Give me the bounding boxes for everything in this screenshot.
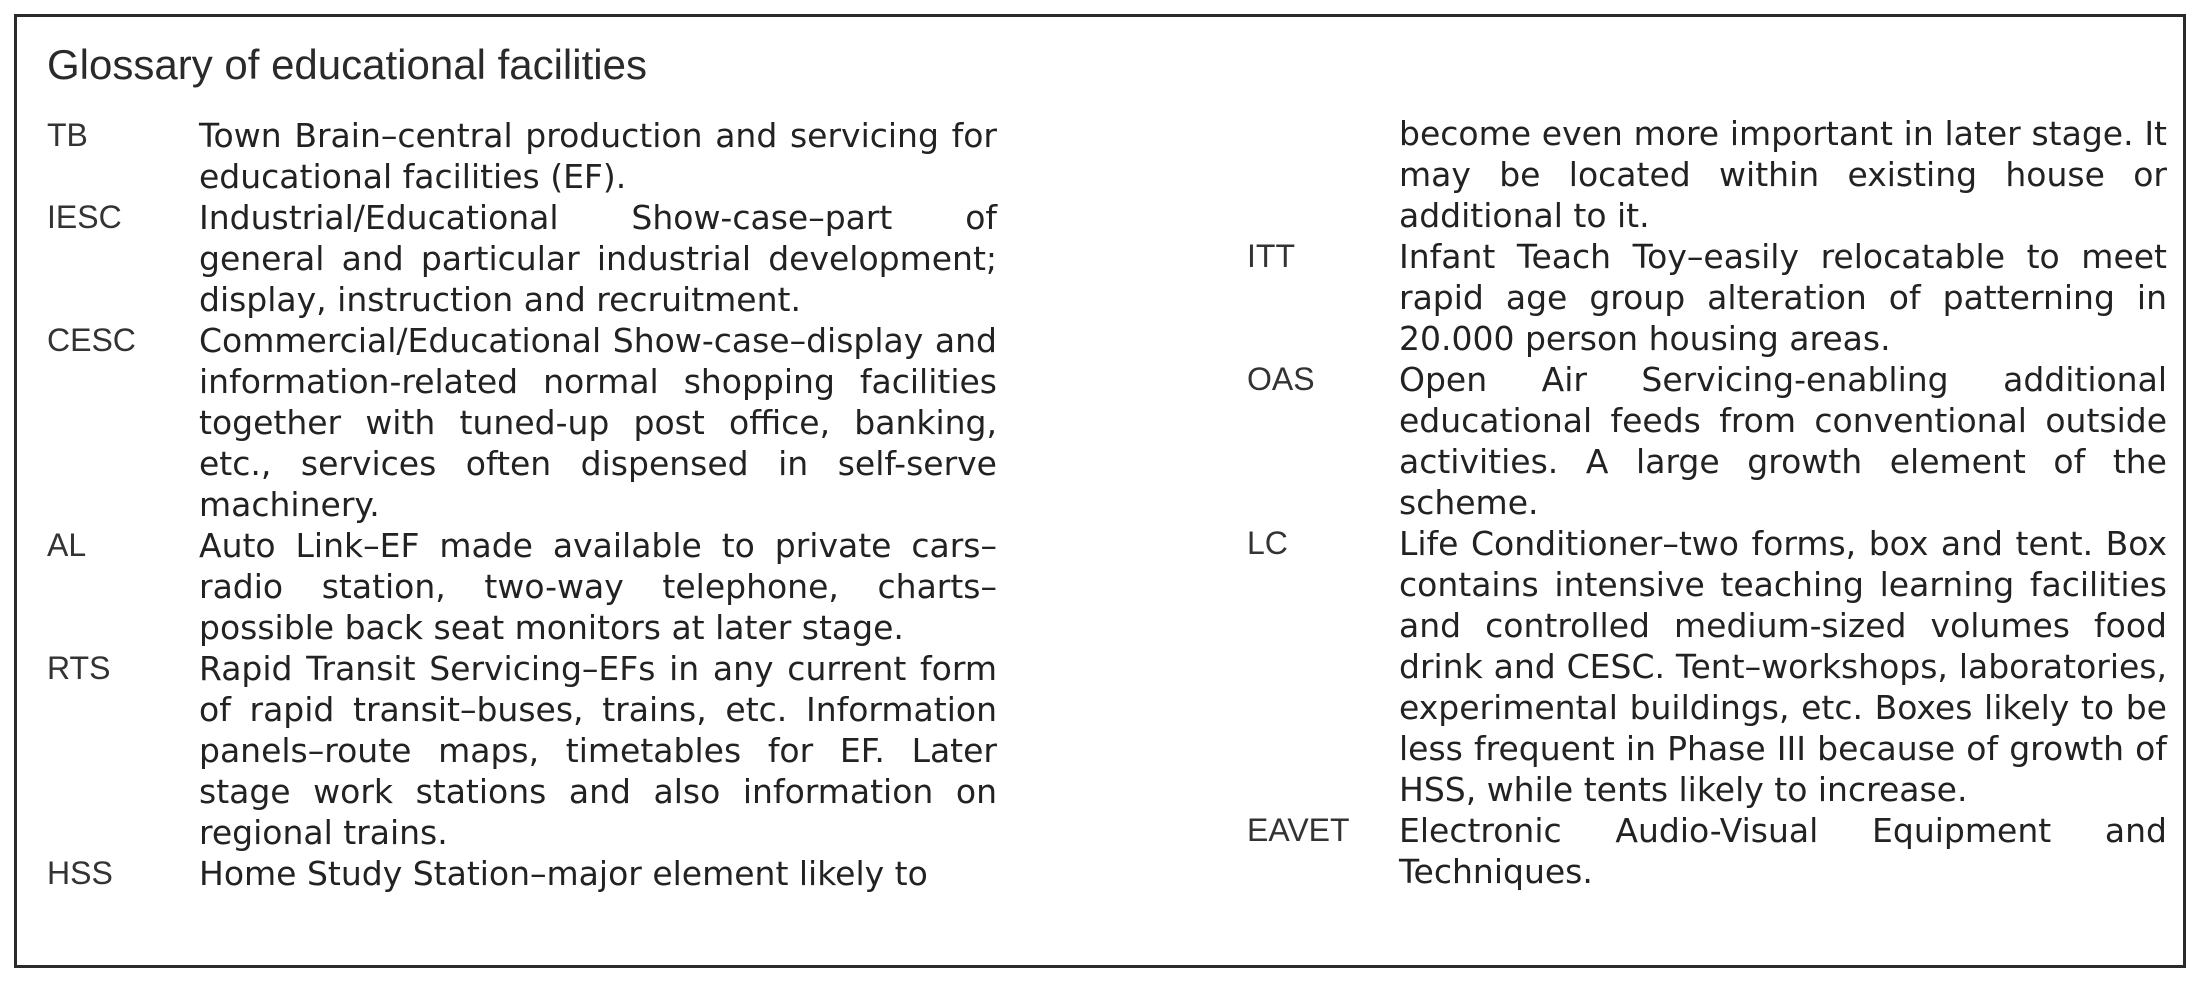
glossary-definition: Home Study Station–major element likely to [199, 854, 928, 893]
glossary-term: ITT [1247, 238, 1295, 274]
glossary-definition: Commercial/Educational Show-case–display and information-related normal shopping facilities together with tuned-up post office, banking, etc., services often dispensed in self-serve machinery. [199, 321, 997, 524]
glossary-definition-continuation: become even more important in later stage. It may be located within existing house or additional to it. [1399, 114, 2167, 235]
glossary-term: TB [47, 117, 88, 153]
glossary-term: LC [1247, 525, 1288, 561]
glossary-entry-hss [47, 853, 997, 894]
glossary-entry-eavet [1247, 810, 2167, 892]
glossary-definition: Town Brain–central production and servicing for educational facilities (EF). [199, 116, 997, 196]
glossary-term: IESC [47, 199, 122, 235]
glossary-entry-rts [47, 648, 997, 853]
glossary-entry-tb [47, 115, 997, 197]
glossary-definition: Auto Link–EF made available to private cars–radio station, two-way telephone, charts–possible back seat monitors at later stage. [199, 526, 997, 647]
glossary-definition: Electronic Audio-Visual Equipment and Techniques. [1399, 811, 2167, 891]
glossary-term: OAS [1247, 361, 1315, 397]
glossary-definition: Infant Teach Toy–easily relocatable to meet rapid age group alteration of patterning in 20.000 person housing areas. [1399, 237, 2167, 358]
glossary-entry-iesc [47, 197, 997, 320]
glossary-term: CESC [47, 322, 136, 358]
glossary-entry-al [47, 525, 997, 648]
glossary-term: HSS [47, 855, 113, 891]
glossary-term: AL [47, 527, 87, 563]
glossary-term: EAVET [1247, 812, 1350, 848]
glossary-definition: Open Air Servicing-enabling additional educational feeds from conventional outside activities. A large growth element of the scheme. [1399, 360, 2167, 522]
glossary-definition: Industrial/Educational Show-case–part of general and particular industrial development; display, instruction and recruitment. [199, 198, 997, 319]
glossary-left-column [47, 115, 997, 894]
glossary-box [14, 14, 2186, 968]
glossary-entry-cesc [47, 320, 997, 525]
glossary-term: RTS [47, 650, 111, 686]
glossary-entry-itt [1247, 236, 2167, 359]
glossary-definition: Rapid Transit Servicing–EFs in any current form of rapid transit–buses, trains, etc. Information panels–route maps, timetables for EF. Later stage work stations and also information on regional trains. [199, 649, 997, 852]
glossary-definition: Life Conditioner–two forms, box and tent. Box contains intensive teaching learning facilities and controlled medium-sized volumes food drink and CESC. Tent–workshops, laboratories, experimental buildings, etc. Boxes likely to be less frequent in Phase III because of growth of HSS, while tents likely to increase. [1399, 524, 2167, 809]
glossary-title: Glossary of educational facilities [47, 41, 647, 88]
glossary-entry-oas [1247, 359, 2167, 523]
glossary-entry-lc [1247, 523, 2167, 810]
glossary-right-column [1247, 113, 2167, 892]
